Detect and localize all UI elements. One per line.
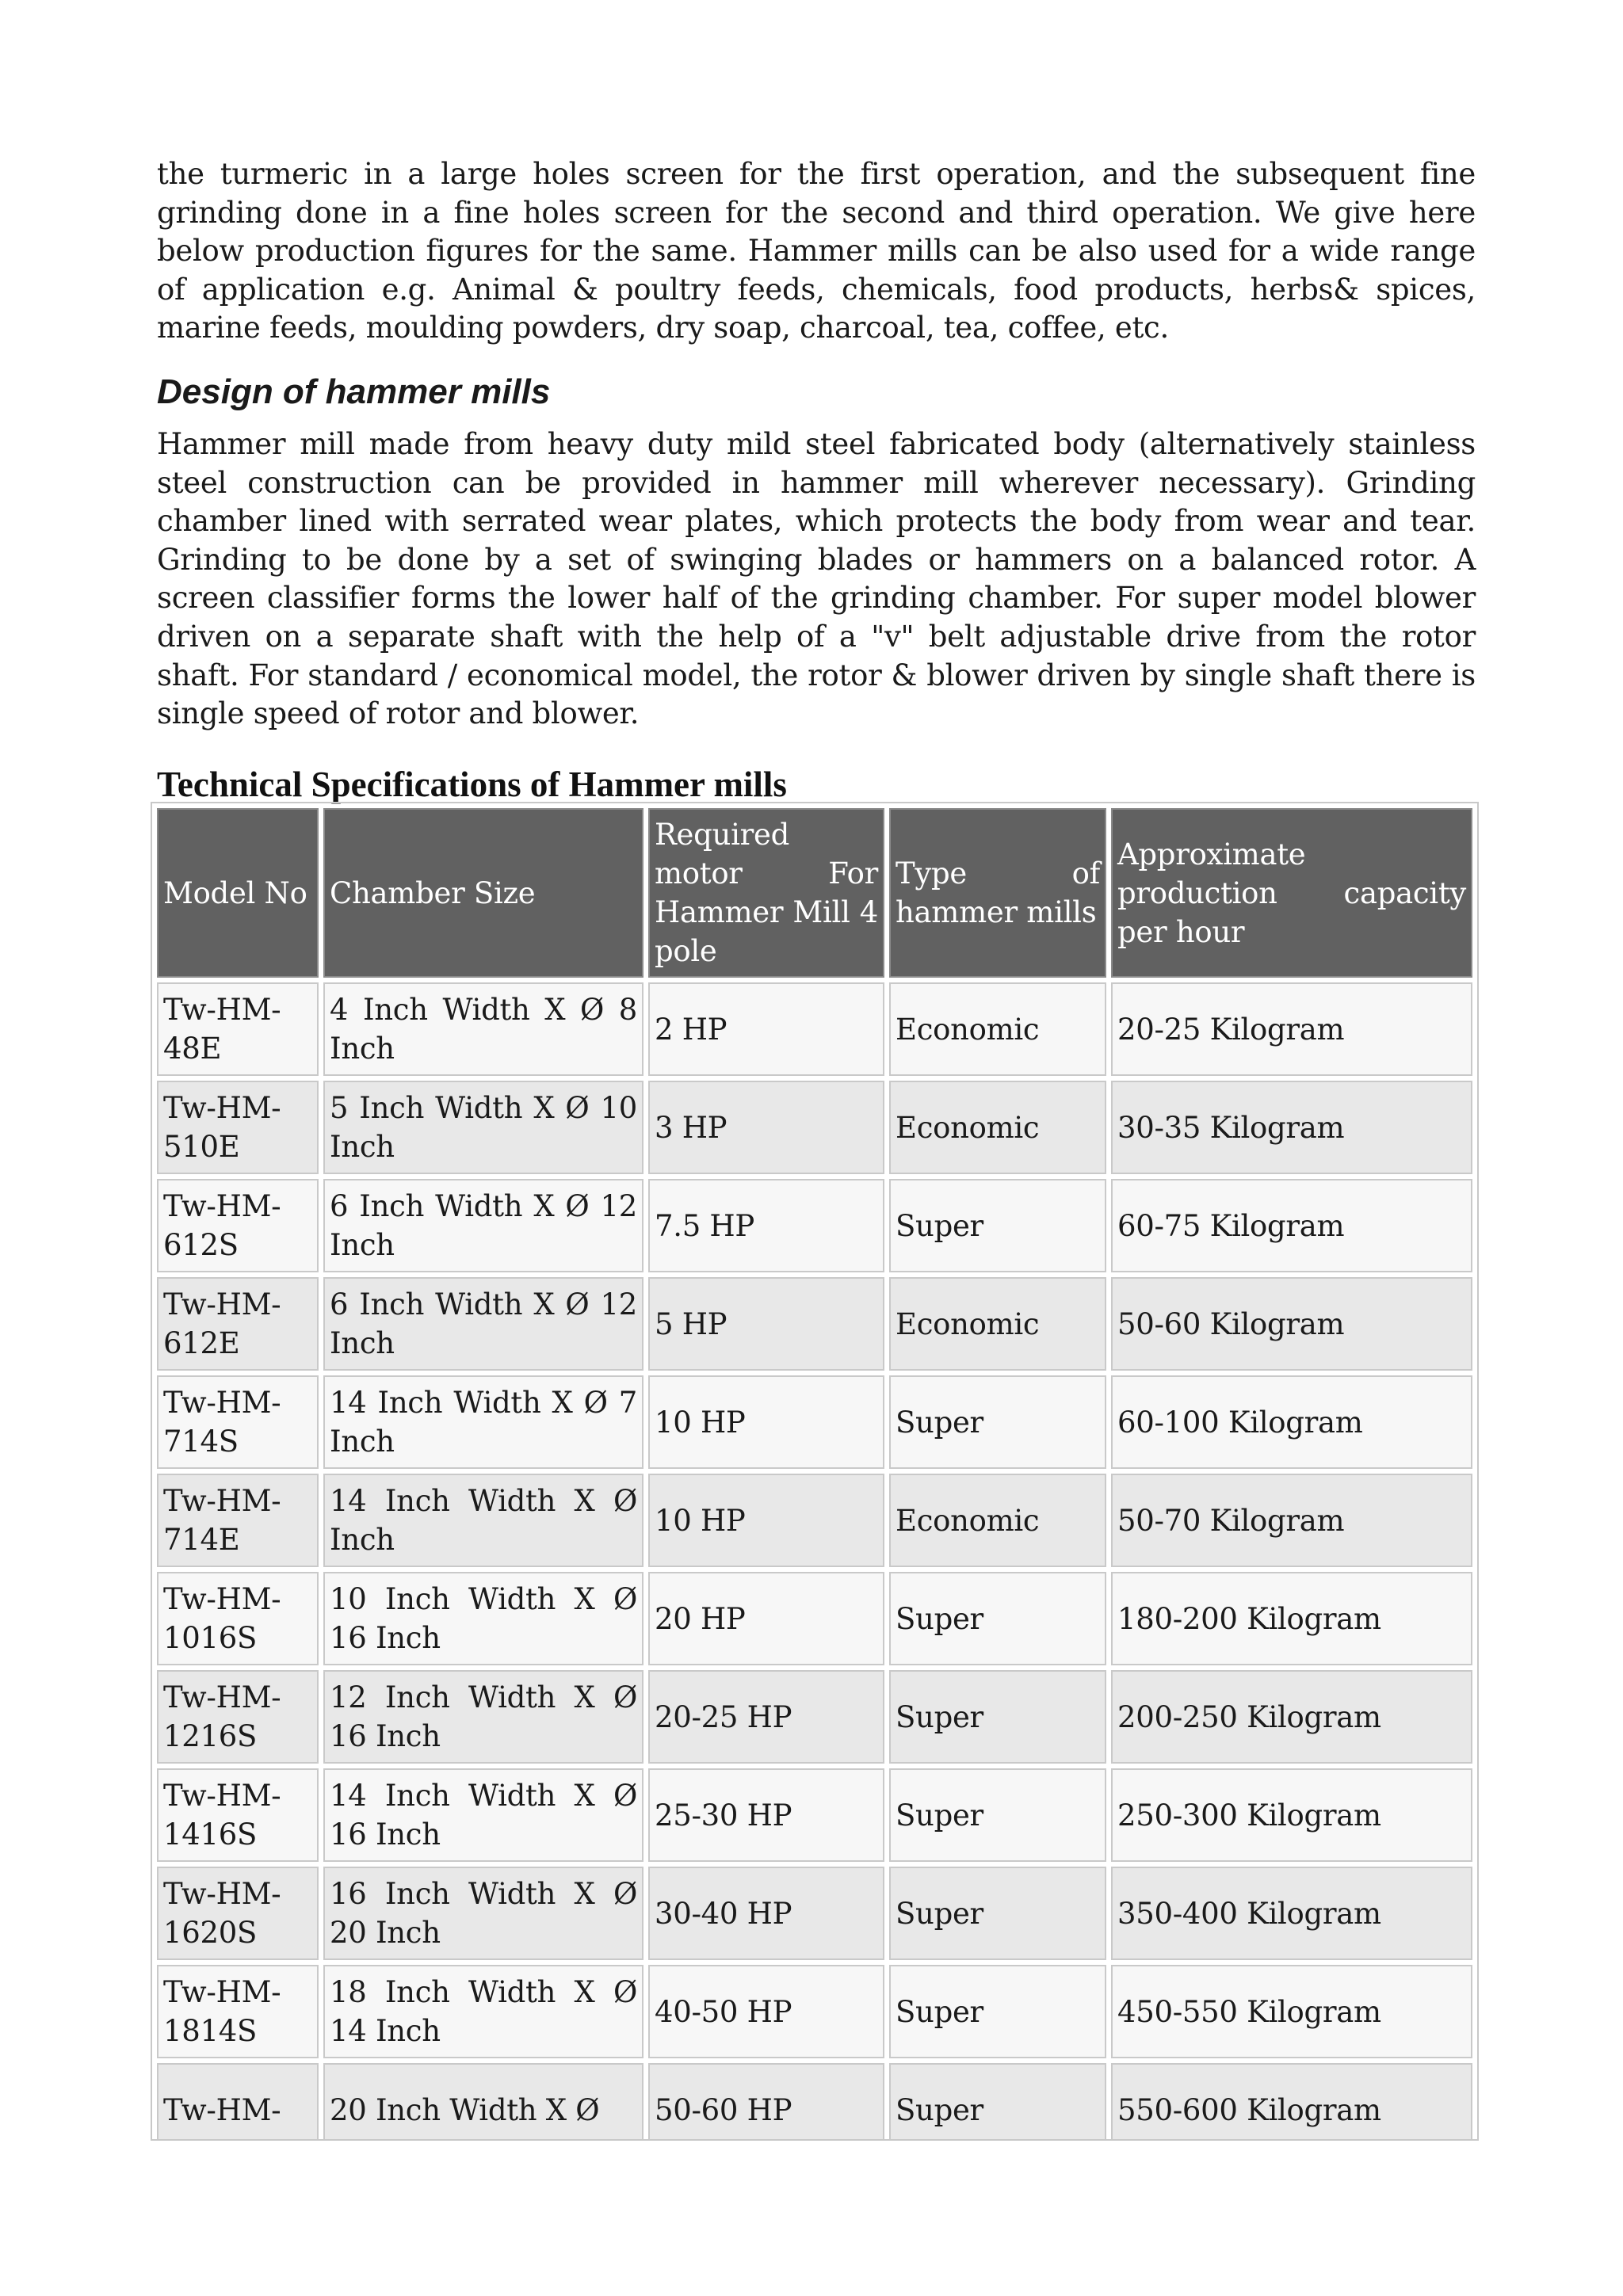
cell-type: Super [889,1965,1106,2058]
cell-motor: 25-30 HP [648,1768,884,1862]
cell-type: Super [889,1375,1106,1469]
cell-type: Super [889,1768,1106,1862]
cell-chamber-size: 20 Inch Width X Ø [323,2063,643,2141]
cell-chamber-size: 14 Inch Width X Ø 16 Inch [323,1768,643,1862]
cell-chamber-size: 4 Inch Width X Ø 8 Inch [323,982,643,1076]
header-chamber-size: Chamber Size [323,808,643,978]
cell-model-no: Tw-HM-48E [157,982,319,1076]
table-header-row [157,808,1472,978]
cell-motor: 3 HP [648,1081,884,1174]
cell-type: Super [889,1179,1106,1272]
cell-model-no: Tw-HM-714S [157,1375,319,1469]
cell-motor: 20-25 HP [648,1670,884,1764]
cell-capacity: 50-70 Kilogram [1111,1474,1472,1567]
design-heading: Design of hammer mills [157,372,551,411]
cell-chamber-size: 12 Inch Width X Ø 16 Inch [323,1670,643,1764]
design-paragraph: Hammer mill made from heavy duty mild steel fabricated body (alternatively stainless steel construction can be provided in hammer mill wherever necessary). Grinding chamber lined with serrated wear plates, which protects the body from wear and tear. Grinding to be done by a set of swinging blades or hammers on a balanced rotor. A screen classifier forms the lower half of the grinding chamber. For super model blower driven on a separate shaft with the help of a "v" belt adjustable drive from the rotor shaft. For standard / economical model, the rotor & blower driven by single shaft there is single speed of rotor and blower. [157,426,1476,731]
cell-capacity: 60-75 Kilogram [1111,1179,1472,1272]
cell-type: Economic [889,1277,1106,1371]
cell-capacity: 60-100 Kilogram [1111,1375,1472,1469]
header-capacity: Approximate production capacity per hour [1111,808,1472,978]
cell-model-no: Tw-HM-1620S [157,1867,319,1960]
cell-chamber-size: 6 Inch Width X Ø 12 Inch [323,1179,643,1272]
cell-chamber-size: 14 Inch Width X Ø 7 Inch [323,1375,643,1469]
cell-chamber-size: 18 Inch Width X Ø 14 Inch [323,1965,643,2058]
cell-capacity: 20-25 Kilogram [1111,982,1472,1076]
specs-heading: Technical Specifications of Hammer mills [157,764,787,804]
cell-motor: 10 HP [648,1375,884,1469]
cell-capacity: 550-600 Kilogram [1111,2063,1472,2141]
cell-motor: 40-50 HP [648,1965,884,2058]
cell-model-no: Tw-HM-714E [157,1474,319,1567]
table-row [157,1670,1472,1764]
cell-capacity: 30-35 Kilogram [1111,1081,1472,1174]
header-required-motor: Required motor For Hammer Mill 4 pole [648,808,884,978]
table-row [157,1277,1472,1371]
cell-chamber-size: 16 Inch Width X Ø 20 Inch [323,1867,643,1960]
cell-capacity: 450-550 Kilogram [1111,1965,1472,2058]
cell-motor: 2 HP [648,982,884,1076]
cell-motor: 10 HP [648,1474,884,1567]
table-row [157,1375,1472,1469]
cell-motor: 5 HP [648,1277,884,1371]
cell-motor: 30-40 HP [648,1867,884,1960]
cell-type: Economic [889,1081,1106,1174]
table-row [157,1768,1472,1862]
table-row [157,1965,1472,2058]
table-row [157,2063,1472,2141]
table-row [157,1474,1472,1567]
cell-model-no: Tw-HM-1814S [157,1965,319,2058]
cell-type: Super [889,1670,1106,1764]
cell-motor: 20 HP [648,1572,884,1665]
cell-capacity: 180-200 Kilogram [1111,1572,1472,1665]
specs-table [152,803,1477,2141]
cell-chamber-size: 14 Inch Width X Ø Inch [323,1474,643,1567]
cell-motor: 50-60 HP [648,2063,884,2141]
cell-model-no: Tw-HM-1016S [157,1572,319,1665]
cell-motor: 7.5 HP [648,1179,884,1272]
cell-model-no: Tw-HM- [157,2063,319,2141]
cell-capacity: 200-250 Kilogram [1111,1670,1472,1764]
cell-chamber-size: 6 Inch Width X Ø 12 Inch [323,1277,643,1371]
document-page [157,155,1476,816]
cell-capacity: 50-60 Kilogram [1111,1277,1472,1371]
cell-model-no: Tw-HM-612E [157,1277,319,1371]
cell-chamber-size: 5 Inch Width X Ø 10 Inch [323,1081,643,1174]
cell-type: Economic [889,982,1106,1076]
cell-chamber-size: 10 Inch Width X Ø 16 Inch [323,1572,643,1665]
cell-type: Economic [889,1474,1106,1567]
table-row [157,982,1472,1076]
cell-model-no: Tw-HM-612S [157,1179,319,1272]
cell-type: Super [889,1572,1106,1665]
cell-model-no: Tw-HM-1416S [157,1768,319,1862]
cell-model-no: Tw-HM-510E [157,1081,319,1174]
cell-type: Super [889,2063,1106,2141]
header-type: Type of hammer mills [889,808,1106,978]
header-model-no: Model No [157,808,319,978]
table-row [157,1179,1472,1272]
cell-model-no: Tw-HM-1216S [157,1670,319,1764]
table-row [157,1867,1472,1960]
cell-capacity: 250-300 Kilogram [1111,1768,1472,1862]
cell-capacity: 350-400 Kilogram [1111,1867,1472,1960]
intro-paragraph: the turmeric in a large holes screen for the first operation, and the subsequent fine grinding done in a fine holes screen for the second and third operation. We give here below production figures for the same. Hammer mills can be also used for a wide range of application e.g. Animal & poultry feeds, chemicals, food products, herbs& spices, marine feeds, moulding powders, dry soap, charcoal, tea, coffee, etc. [157,157,1476,345]
specs-table-container [151,802,1479,2141]
cell-type: Super [889,1867,1106,1960]
table-row [157,1572,1472,1665]
table-row [157,1081,1472,1174]
